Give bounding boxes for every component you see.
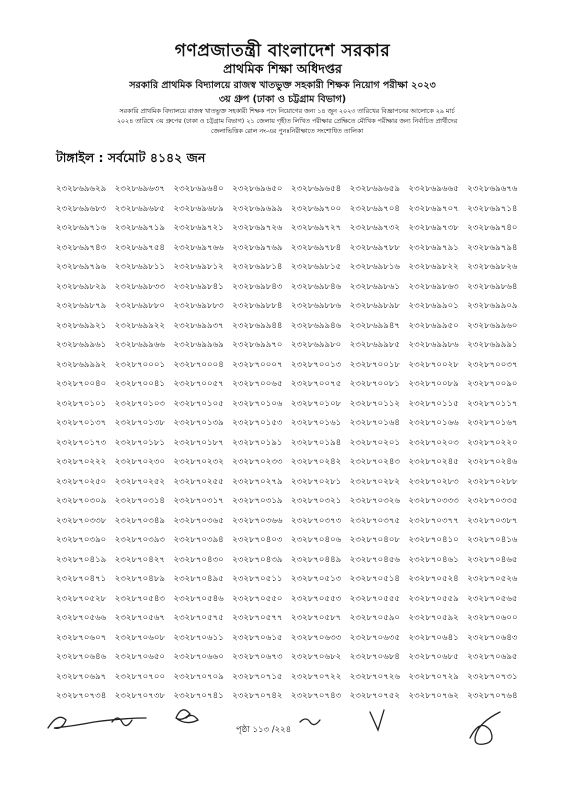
roll-number: ২৩২৮৭০০৪১ (114, 379, 166, 389)
roll-number: ২৩২৮৭০২৭৯ (232, 476, 283, 487)
roll-number: ২৩২৮৭০২৮২ (349, 476, 401, 487)
roll-number: ২৩২৮৭০১৩৮ (114, 418, 166, 428)
roll-number: ২৩২৮৭০৩৩৮ (56, 515, 107, 526)
roll-number: ২৩২৮৭০৪৭১ (56, 574, 107, 584)
roll-number: ২৩২৮৭০৩৭৫ (349, 515, 401, 526)
roll-number-grid (56, 183, 526, 710)
roll-number: ২৩২৮৬৯৮৮০ (114, 301, 165, 311)
roll-number: ২৩২৮৬৯৮৬৩ (408, 281, 459, 292)
roll-number: ২৩২৮৭০৩১৪ (114, 496, 166, 506)
roll-number: ২৩২৮৭০৫৬৭ (114, 613, 166, 623)
roll-number: ২৩২৮৬৯৮৭৯ (56, 301, 107, 311)
roll-number: ২৩২৮৭০৭৪২ (232, 691, 283, 701)
roll-number: ২৩২৮৭০৩৬৬ (232, 515, 283, 526)
notice-line: সরকারি প্রাথমিক বিদ্যালয়ে রাজস্ব খাতভুক্ত সহকারী শিক্ষক পদে নিয়োগের জন্য ১৪ জুন ২০২৩ তারিখের বিজ্ঞাপনের আলোকে ২৯ মার্চ (119, 108, 455, 115)
roll-number: ২৩২৮৭০৫৬৬ (56, 613, 107, 623)
roll-number: ২৩২৮৭০৪১৯ (56, 554, 107, 565)
roll-number: ২৩২৮৬৯৮২৬ (467, 262, 518, 272)
roll-number: ২৩২৮৭০৫১১ (232, 574, 283, 584)
roll-number: ২৩২৮৭০৫৪৬ (173, 593, 224, 604)
signatures (0, 698, 565, 778)
roll-number: ২৩২৮৭০৬৬০ (173, 652, 224, 662)
roll-number: ২৩২৮৭০৩৭৭ (408, 515, 459, 526)
roll-number: ২৩২৮৭০১৯১ (232, 437, 283, 448)
roll-number: ২৩২৮৭০১৬৪ (349, 418, 401, 428)
roll-number: ২৩২৮৭০১৭৩ (56, 437, 107, 448)
roll-number: ২৩২৮৭০৭১৫ (232, 671, 283, 682)
roll-number: ২৩২৮৭০৩০৯ (56, 496, 107, 506)
roll-number: ২৩২৮৭০৫৯০ (349, 613, 401, 623)
roll-number: ২৩২৮৭০১০১ (56, 398, 107, 409)
notice-line: ২০২৪ তারিখে ৩য় গ্রুপের (ঢাকা ও চট্টগ্রাম বিভাগ) ২১ জেলায় গৃহীত লিখিত পরীক্ষার প্রেক্ষিতে মৌখিক পরীক্ষার জন্য নির্বাচিত প্রার্থীদের (116, 118, 458, 125)
page-number: পৃষ্ঠা ১১৩ /২২৪ (236, 725, 292, 735)
roll-number: ২৩২৮৬৯৮৪৩ (232, 281, 283, 292)
roll-number: ২৩২৮৭০৬৪৩ (467, 632, 518, 643)
roll-number: ২৩২৮৭০৬৮৪ (349, 652, 401, 662)
roll-number: ২৩২৮৬৯৬৭৬ (467, 184, 518, 194)
roll-number: ২৩২৮৭০০৮৯ (408, 379, 459, 389)
roll-number: ২৩২৮৬৯৬৯৯ (232, 203, 283, 214)
roll-number: ২৩২৮৬৯৯৬০ (467, 320, 518, 331)
roll-number: ২৩২৮৬৯৭৪৩ (56, 242, 107, 253)
roll-number: ২৩২৮৬৯৭২১ (173, 223, 224, 233)
roll-number: ২৩২৮৬৯৭০৪ (349, 203, 401, 214)
roll-number: ২৩২৮৭০৫৭৭ (232, 613, 283, 623)
roll-number: ২৩২৮৬৯৮৬৪ (467, 281, 518, 292)
roll-number: ২৩২৮৭০৬০৮ (114, 632, 166, 643)
roll-number: ২৩২৮৭০৭৪১ (173, 691, 224, 701)
roll-number: ২৩২৮৭০৬৫০ (114, 652, 166, 662)
roll-number: ২৩২৮৬৯৯৩৭ (173, 320, 224, 331)
roll-number: ২৩২৮৭০০১৮ (349, 359, 401, 370)
roll-number: ২৩২৮৭০৫৭৫ (173, 613, 224, 623)
roll-number: ২৩২৮৬৯৭২৭ (291, 223, 342, 233)
roll-number: ২৩২৮৬৯৭১৪ (467, 203, 518, 214)
roll-number: ২৩২৮৭০২০১ (349, 437, 401, 448)
roll-number: ২৩২৮৭০০০৪ (173, 359, 224, 370)
roll-number: ২৩২৮৭০৭০৯ (173, 671, 224, 682)
roll-number: ২৩২৮৭০০০১ (114, 359, 166, 370)
roll-number: ২৩২৮৬৯৮৮৪ (232, 301, 283, 311)
roll-number: ২৩২৮৭০৩১৭ (173, 496, 224, 506)
roll-number: ২৩২৮৭০৩৯০ (56, 535, 107, 545)
roll-number: ২৩২৮৭০৭২৬ (349, 671, 401, 682)
notice-paragraph (52, 107, 522, 137)
district-total: টাঙ্গাইল : সর্বমোট ৪১৪২ জন (56, 150, 206, 165)
roll-number: ২৩২৮৬৯৭৮৮ (349, 242, 400, 253)
roll-number: ২৩২৮৭০৬১১ (173, 632, 224, 643)
roll-number: ২৩২৮৭০৭৩৮ (114, 691, 166, 701)
roll-number: ২৩২৮৭০২২২ (56, 457, 107, 467)
roll-number: ২৩২৮৭০২৫৫ (173, 476, 224, 487)
roll-number: ২৩২৮৭০৬৯৫ (467, 652, 518, 662)
roll-number: ২৩২৮৭০২৮১ (291, 476, 342, 487)
roll-number: ২৩২৮৬৯৬২৯ (56, 184, 107, 194)
roll-number: ২৩২৮৬৯৮৬১ (349, 281, 400, 292)
roll-number: ২৩২৮৬৯৭০৭ (408, 203, 459, 214)
roll-number: ২৩২৮৭০২৩০ (114, 457, 166, 467)
government-title: গণপ্রজাতন্ত্রী বাংলাদেশ সরকার (174, 41, 391, 61)
roll-number: ২৩২৮৬৯৭৬৬ (173, 242, 224, 253)
roll-number: ২৩২৮৬৯৯৭০ (232, 340, 283, 350)
roll-number: ২৩২৮৭০৫২৬ (467, 574, 518, 584)
signature-5 (370, 710, 384, 730)
roll-number: ২৩২৮৭০৪২৭ (114, 554, 166, 565)
roll-number: ২৩২৮৬৯৯২২ (114, 320, 166, 331)
roll-number: ২৩২৮৬৯৯৮৬ (408, 340, 459, 350)
roll-number: ২৩২৮৭০৩৯৪ (173, 535, 224, 545)
roll-number: ২৩২৮৭০৬৭৩ (232, 652, 283, 662)
roll-number: ২৩২৮৭০১৩৯ (173, 418, 224, 428)
roll-number: ২৩২৮৬৯৮৮৬ (291, 301, 342, 311)
roll-number: ২৩২৮৭০৪৬১ (408, 554, 459, 565)
roll-number: ২৩২৮৬৯৬৬৫ (408, 184, 459, 194)
roll-number: ২৩২৮৭০৬০০ (467, 613, 518, 623)
roll-number: ২৩২৮৭০৪৯৫ (173, 574, 224, 584)
roll-number: ২৩২৮৬৯৮২২ (408, 262, 459, 272)
signature-4 (300, 719, 320, 725)
roll-number: ২৩২৮৭০৫৯২ (408, 613, 459, 623)
roll-number: ২৩২৮৭০১৫৩ (232, 418, 283, 428)
roll-number: ২৩২৮৭০০৪০ (56, 379, 107, 389)
roll-number: ২৩২৮৭০১৮১ (114, 437, 165, 448)
roll-number: ২৩২৮৬৯৮১১ (114, 262, 165, 272)
roll-number: ২৩২৮৭০৪৬৫ (467, 554, 518, 565)
roll-number: ২৩২৮৭০৭২৯ (408, 671, 459, 682)
roll-number: ২৩২৮৭০২৪৬ (467, 457, 518, 467)
roll-number: ২৩২৮৭০৩১৯ (232, 496, 283, 506)
roll-number: ২৩২৮৬৯৭২৬ (232, 223, 283, 233)
roll-number: ২৩২৮৭০৫৪৩ (114, 593, 166, 604)
roll-number: ২৩২৮৬৯৯৫০ (408, 320, 459, 331)
roll-number: ২৩২৮৭০৪০৬ (291, 535, 342, 545)
roll-number: ২৩২৮৬৯৯৪৭ (349, 320, 400, 331)
roll-number: ২৩২৮৬৯৬৫৯ (349, 184, 400, 194)
roll-number: ২৩২৮৭০৩২১ (291, 496, 342, 506)
roll-number: ২৩২৮৭০১৬৭ (467, 418, 518, 428)
roll-number: ২৩২৮৭০৩৬৫ (173, 515, 224, 526)
roll-number: ২৩২৮৭০০৮১ (349, 379, 401, 389)
roll-number: ২৩২৮৬৯৯৪৬ (291, 320, 342, 331)
roll-number: ২৩২৮৭০৪৫৬ (349, 554, 401, 565)
roll-number: ২৩২৮৬৯৮১৬ (349, 262, 400, 272)
notice-line: জেলাভিত্তিক রোল নং-এর পুনঃনিরীক্ষাতে সংশোধিত তালিকা (210, 128, 364, 135)
roll-number: ২৩২৮৭০০৯০ (467, 379, 518, 389)
roll-number: ২৩২৮৬৯৭০০ (291, 203, 342, 214)
roll-number: ২৩২৮৬৯৭১৬ (56, 223, 107, 233)
roll-number: ২৩২৮৭০৬১৫ (232, 632, 283, 643)
roll-number: ২৩২৮৭০১৯৪ (291, 437, 342, 448)
roll-number: ২৩২৮৭০৫২৮ (56, 593, 107, 604)
roll-number: ২৩২৮৭০৫৬৫ (467, 593, 518, 604)
roll-number: ২৩২৮৭০৪৩৯ (232, 554, 283, 565)
roll-number: ২৩২৮৭০২৫০ (56, 476, 107, 487)
roll-number: ২৩২৮৭০৩৭৩ (291, 515, 342, 526)
roll-number: ২৩২৮৭০২৪২ (291, 457, 342, 467)
roll-number: ২৩২৮৭০১১২ (349, 398, 401, 409)
roll-number: ২৩২৮৭০২০৩ (408, 437, 459, 448)
roll-number: ২৩২৮৭০০৩৭ (467, 359, 518, 370)
roll-number: ২৩২৮৭০২৩৩ (232, 457, 283, 467)
roll-number: ২৩২৮৭০১০৬ (232, 398, 283, 409)
roll-number: ২৩২৮৭০৪৮৯ (114, 574, 165, 584)
roll-number: ২৩২৮৬৯৯৮৫ (349, 340, 400, 350)
roll-number: ২৩২৮৭০৩৯৩ (114, 535, 166, 545)
roll-number: ২৩২৮৭০৭২২ (291, 671, 342, 682)
signature-3 (176, 710, 198, 723)
roll-number: ২৩২৮৭০০২৮ (408, 359, 459, 370)
roll-number: ২৩২৮৭০১০৩ (114, 398, 166, 409)
roll-number: ২৩২৮৬৯৬৫০ (232, 184, 283, 194)
roll-number: ২৩২৮৭০২২০ (467, 437, 518, 448)
roll-number: ২৩২৮৭০৫৫৯ (408, 593, 459, 604)
directorate-title: প্রাথমিক শিক্ষা অধিদপ্তর (223, 61, 342, 76)
roll-number: ২৩২৮৬৯৯৪৪ (232, 320, 283, 331)
roll-number: ২৩২৮৬৯৮১৪ (232, 262, 283, 272)
roll-number: ২৩২৮৭০৬৯৭ (56, 671, 107, 682)
roll-number: ২৩২৮৭০২৮৮ (467, 476, 518, 487)
roll-number: ২৩২৮৬৯৯৬৬ (114, 340, 166, 350)
roll-number: ২৩২৮৬৯৯৮০ (291, 340, 342, 350)
roll-number: ২৩২৮৭০২৪৫ (408, 457, 459, 467)
roll-number: ২৩২৮৬৯৯০৯ (467, 301, 518, 311)
roll-number: ২৩২৮৭০৩৩৩ (408, 496, 459, 506)
roll-number: ২৩২৮৭০১৮৭ (173, 437, 224, 448)
roll-number: ২৩২৮৬৯৬৮৫ (114, 203, 165, 214)
roll-number: ২৩২৮৭০১৩৭ (56, 418, 107, 428)
roll-number: ২৩২৮৭০৪০৮ (349, 535, 401, 545)
roll-number: ২৩২৮৭০২৪৩ (349, 457, 401, 467)
roll-number: ২৩২৮৭০৪১০ (408, 535, 459, 545)
roll-number: ২৩২৮৬৯৮৪১ (173, 281, 224, 292)
roll-number: ২৩২৮৭০৩৮৭ (467, 515, 518, 526)
roll-number: ২৩২৮৭০৩৩৫ (467, 496, 518, 506)
roll-number: ২৩২৮৭০৪৩০ (173, 554, 224, 565)
roll-number: ২৩২৮৭০২৩২ (173, 457, 224, 467)
roll-number: ২৩২৮৬৯৭৯৬ (56, 262, 107, 272)
roll-number: ২৩২৮৭০৭৩১ (467, 671, 518, 682)
signature-6 (470, 712, 500, 744)
roll-number: ২৩২৮৬৯৭৫৪ (114, 242, 165, 253)
roll-number: ২৩২৮৭০৫২৪ (408, 574, 459, 584)
roll-number: ২৩২৮৭০২৮৩ (408, 476, 459, 487)
roll-number: ২৩২৮৭০৫৮৭ (291, 613, 342, 623)
roll-number: ২৩২৮৭০৫১৩ (291, 574, 342, 584)
roll-number: ২৩২৮৬৯৭৯১ (408, 242, 459, 253)
roll-number: ২৩২৮৬৯৭৬৯ (232, 242, 283, 253)
roll-number: ২৩২৮৭০৭৪৩ (291, 691, 342, 701)
roll-number: ২৩২৮৭০১০৮ (291, 398, 342, 409)
roll-number: ২৩২৮৬৯৬৮৩ (56, 203, 107, 214)
roll-number: ২৩২৮৭০৬৪১ (408, 632, 459, 643)
roll-number: ২৩২৮৭০১৬১ (291, 418, 342, 428)
roll-number: ২৩২৮৬৯৯২১ (56, 320, 107, 331)
roll-number: ২৩২৮৬৯৭৪০ (467, 223, 518, 233)
roll-number: ২৩২৮৬৯৭৯৪ (467, 242, 518, 253)
roll-number: ২৩২৮৭০১০৫ (173, 398, 224, 409)
roll-number: ২৩২৮৭০৬০৭ (56, 632, 107, 643)
signature-1 (48, 717, 146, 728)
roll-number: ২৩২৮৭০০৫৭ (173, 379, 224, 389)
roll-number: ২৩২৮৬৯৮৩৩ (114, 281, 166, 292)
roll-number: ২৩২৮৬৯৮৪৬ (291, 281, 342, 292)
roll-number: ২৩২৮৬৯৮৯৮ (349, 301, 400, 311)
roll-number: ২৩২৮৬৯৮৮৩ (173, 301, 224, 311)
roll-number: ২৩২৮৭০১১৫ (408, 398, 459, 409)
roll-number: ২৩২৮৭০৩৪৯ (114, 515, 166, 526)
roll-number: ২৩২৮৭০২৫২ (114, 476, 166, 487)
roll-number: ২৩২৮৭০৬৪৬ (56, 652, 107, 662)
roll-number: ২৩২৮৭০৫১৪ (349, 574, 400, 584)
roll-number: ২৩২৮৬৯৯৬৯ (173, 340, 224, 350)
roll-number: ২৩২৮৭০৭৩৪ (56, 691, 107, 701)
roll-number: ২৩২৮৭০১৬৬ (408, 418, 459, 428)
roll-number: ২৩২৮৭০৭৬২ (408, 691, 459, 701)
roll-number: ২৩২৮৭০৫৫৫ (349, 593, 400, 604)
roll-number: ২৩২৮৭০৪১৬ (467, 535, 518, 545)
roll-number: ২৩২৮৭০১১৭ (467, 398, 518, 409)
roll-number: ২৩২৮৭০০১৩ (291, 359, 342, 370)
roll-number: ২৩২৮৬৯৭৩৮ (408, 223, 459, 233)
roll-number: ২৩২৮৭০৭৬৪ (467, 691, 518, 701)
roll-number: ২৩২৮৭০০৬৫ (232, 379, 283, 389)
roll-number: ২৩২৮৭০৬৮২ (291, 652, 342, 662)
roll-number: ২৩২৮৬৯৮২৯ (56, 281, 107, 292)
roll-number: ২৩২৮৭০৭৫২ (349, 691, 401, 701)
roll-number: ২৩২৮৬৯৯৯২ (56, 359, 107, 370)
roll-number: ২৩২৮৬৯৬৮৯ (173, 203, 224, 214)
roll-number: ২৩২৮৬৯৯০১ (408, 301, 459, 311)
roll-number: ২৩২৮৭০৩২৬ (349, 496, 401, 506)
roll-number: ২৩২৮৭০৭০০ (114, 671, 166, 682)
roll-number: ২৩২৮৭০০০৭ (232, 359, 283, 370)
roll-number: ২৩২৮৬৯৬৪০ (173, 184, 224, 194)
roll-number: ২৩২৮৬৯৭১৯ (114, 223, 165, 233)
roll-number: ২৩২৮৬৯৬৫৪ (291, 184, 342, 194)
roll-number: ২৩২৮৬৯৭৩২ (349, 223, 401, 233)
roll-number: ২৩২৮৬৯৭৮৪ (291, 242, 342, 253)
group-title: ৩য় গ্রুপ (ঢাকা ও চট্টগ্রাম বিভাগ) (218, 94, 347, 105)
exam-title: সরকারি প্রাথমিক বিদ্যালয়ে রাজস্ব খাতভুক্ত সহকারী শিক্ষক নিয়োগ পরীক্ষা ২০২৩ (129, 80, 436, 91)
roll-number: ২৩২৮৭০৬৩৫ (349, 632, 401, 643)
roll-number: ২৩২৮৭০৪০৩ (232, 535, 283, 545)
roll-number: ২৩২৮৬৯৬৩৭ (114, 184, 166, 194)
roll-number: ২৩২৮৭০৫৫০ (232, 593, 283, 604)
roll-number: ২৩২৮৬৯৮১২ (173, 262, 224, 272)
roll-number: ২৩২৮৭০০৭৫ (291, 379, 342, 389)
roll-number: ২৩২৮৭০৫৫৩ (291, 593, 342, 604)
roll-number: ২৩২৮৬৯৯৬১ (56, 340, 107, 350)
roll-number: ২৩২৮৭০৪৪৯ (291, 554, 342, 565)
roll-number: ২৩২৮৭০৬৩৩ (291, 632, 342, 643)
roll-number: ২৩২৮৬৯৯৯১ (467, 340, 518, 350)
roll-number: ২৩২৮৬৯৮১৫ (291, 262, 342, 272)
roll-number: ২৩২৮৭০৬৮৫ (408, 652, 459, 662)
